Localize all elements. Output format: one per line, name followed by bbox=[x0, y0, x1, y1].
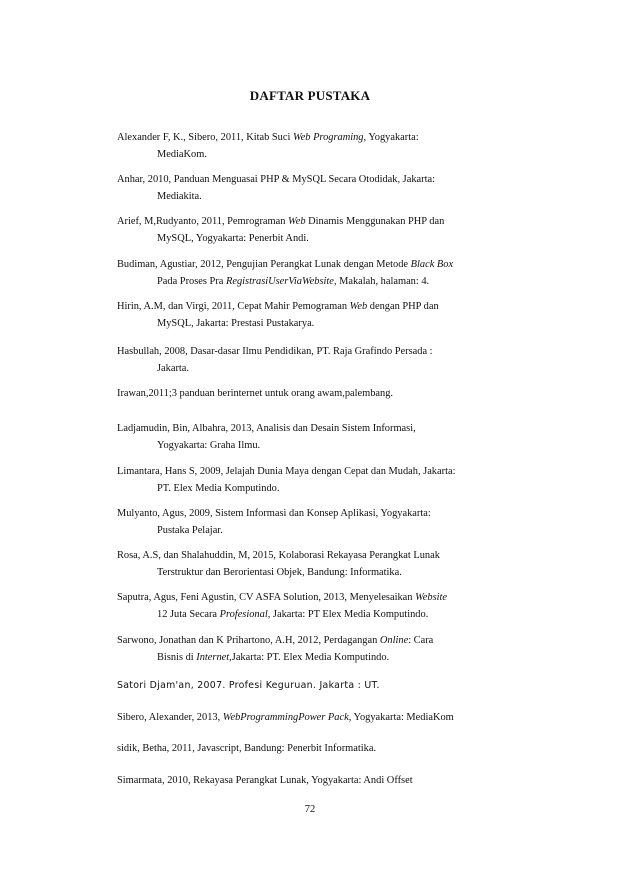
reference-text: MySQL, Jakarta: Prestasi Pustakarya. bbox=[157, 317, 315, 329]
reference-text: 12 Juta Secara bbox=[157, 608, 220, 620]
reference-line bbox=[117, 678, 537, 695]
reference-text: Satori Djam'an, 2007. Profesi Keguruan. Jakarta : UT. bbox=[117, 680, 380, 691]
reference-entry bbox=[117, 506, 537, 539]
reference-continuation-line bbox=[117, 231, 537, 248]
reference-italic-text: Internet bbox=[196, 651, 230, 663]
reference-text: Terstruktur dan Berorientasi Objek, Bandung: Informatika. bbox=[157, 566, 402, 578]
reference-text: Pustaka Pelajar. bbox=[157, 524, 223, 536]
reference-continuation-line bbox=[117, 523, 537, 540]
reference-text: Hasbullah, 2008, Dasar-dasar Ilmu Pendidikan, PT. Raja Grafindo Persada : bbox=[117, 346, 433, 357]
reference-text: ,Jakarta: PT. Elex Media Komputindo. bbox=[229, 651, 390, 663]
reference-line bbox=[117, 464, 537, 481]
reference-italic-text: Online bbox=[379, 635, 409, 646]
reference-line bbox=[117, 172, 537, 189]
reference-text: Sibero, Alexander, 2013, bbox=[117, 712, 223, 723]
reference-continuation-line bbox=[117, 607, 537, 624]
reference-line bbox=[117, 633, 537, 650]
reference-text: Saputra, Agus, Feni Agustin, CV ASFA Solution, 2013, Menyelesaikan bbox=[117, 592, 416, 603]
reference-continuation-line bbox=[117, 650, 537, 667]
reference-entry bbox=[117, 464, 537, 497]
reference-text: , Makalah, halaman: 4. bbox=[333, 275, 430, 287]
reference-text: Mediakita. bbox=[157, 190, 202, 202]
reference-continuation-line bbox=[117, 438, 537, 455]
reference-italic-text: Black Box bbox=[410, 259, 454, 270]
reference-entry bbox=[117, 773, 537, 790]
reference-text: Budiman, Agustiar, 2012, Pengujian Perangkat Lunak dengan Metode bbox=[117, 259, 411, 270]
reference-line bbox=[117, 773, 537, 790]
reference-text: Ladjamudin, Bin, Albahra, 2013, Analisis dan Desain Sistem Informasi, bbox=[117, 423, 416, 434]
reference-line bbox=[117, 506, 537, 523]
reference-entry bbox=[117, 257, 537, 290]
reference-text: Rosa, A.S, dan Shalahuddin, M, 2015, Kolaborasi Rekayasa Perangkat Lunak bbox=[117, 550, 440, 561]
reference-continuation-line bbox=[117, 189, 537, 206]
reference-entry bbox=[117, 421, 537, 454]
reference-text: Dinamis Menggunakan PHP dan bbox=[305, 216, 445, 227]
reference-line bbox=[117, 299, 537, 316]
reference-italic-text: WebProgrammingPower Pack bbox=[222, 712, 349, 723]
reference-line bbox=[117, 590, 537, 607]
reference-italic-text: Web bbox=[349, 301, 368, 312]
reference-italic-text: Web bbox=[288, 216, 306, 227]
reference-entry bbox=[117, 633, 537, 666]
reference-line bbox=[117, 130, 537, 147]
reference-entry bbox=[117, 130, 537, 163]
reference-text: Limantara, Hans S, 2009, Jelajah Dunia Maya dengan Cepat dan Mudah, Jakarta: bbox=[117, 466, 456, 477]
reference-text: PT. Elex Media Komputindo. bbox=[157, 482, 280, 494]
reference-text: dengan PHP dan bbox=[367, 301, 439, 312]
reference-text: : Cara bbox=[408, 635, 434, 646]
reference-entry bbox=[117, 590, 537, 623]
reference-text: Hirin, A.M, dan Virgi, 2011, Cepat Mahir Pemograman bbox=[117, 301, 350, 312]
reference-text: , Yogyakarta: MediaKom bbox=[348, 712, 454, 723]
reference-text: sidik, Betha, 2011, Javascript, Bandung: Penerbit Informatika. bbox=[117, 743, 377, 754]
reference-text: Jakarta. bbox=[157, 362, 190, 374]
reference-italic-text: Website bbox=[415, 592, 448, 603]
page-title: DAFTAR PUSTAKA bbox=[249, 88, 371, 103]
reference-text: Bisnis di bbox=[157, 651, 197, 663]
reference-italic-text: Profesional bbox=[219, 608, 268, 620]
reference-line bbox=[117, 421, 537, 438]
reference-entry bbox=[117, 172, 537, 205]
reference-text: MySQL, Yogyakarta: Penerbit Andi. bbox=[157, 232, 309, 244]
reference-entry bbox=[117, 548, 537, 581]
reference-continuation-line bbox=[117, 481, 537, 498]
reference-line bbox=[117, 257, 537, 274]
reference-italic-text: RegistrasiUserViaWebsite bbox=[225, 275, 334, 287]
reference-text: Irawan,2011;3 panduan berinternet untuk orang awam,palembang. bbox=[117, 388, 394, 399]
reference-entry bbox=[117, 299, 537, 332]
reference-text: MediaKom. bbox=[157, 148, 207, 160]
reference-text: Arief, M,Rudyanto, 2011, Pemrograman bbox=[117, 216, 289, 227]
reference-text: , Jakarta: PT Elex Media Komputindo. bbox=[267, 608, 429, 620]
reference-entry bbox=[117, 710, 537, 727]
reference-text: Simarmata, 2010, Rekayasa Perangkat Lunak, Yogyakarta: Andi Offset bbox=[117, 775, 413, 786]
reference-continuation-line bbox=[117, 147, 537, 164]
reference-line bbox=[117, 548, 537, 565]
reference-text: , Yogyakarta: bbox=[363, 132, 419, 143]
reference-entry bbox=[117, 741, 537, 758]
reference-continuation-line bbox=[117, 316, 537, 333]
reference-entry bbox=[117, 344, 537, 377]
reference-text: Mulyanto, Agus, 2009, Sistem Informasi dan Konsep Aplikasi, Yogyakarta: bbox=[117, 508, 431, 519]
reference-continuation-line bbox=[117, 565, 537, 582]
reference-line bbox=[117, 710, 537, 727]
reference-continuation-line bbox=[117, 274, 537, 291]
reference-entry bbox=[117, 678, 537, 695]
page-number: 72 bbox=[304, 804, 316, 815]
reference-text: Alexander F, K., Sibero, 2011, Kitab Suci bbox=[117, 132, 293, 143]
reference-text: Anhar, 2010, Panduan Menguasai PHP & MySQL Secara Otodidak, Jakarta: bbox=[117, 174, 435, 185]
reference-text: Yogyakarta: Graha Ilmu. bbox=[157, 439, 261, 451]
reference-line bbox=[117, 344, 537, 361]
reference-line bbox=[117, 741, 537, 758]
reference-entry bbox=[117, 386, 537, 403]
reference-italic-text: Web Programing bbox=[292, 132, 364, 143]
reference-entry bbox=[117, 214, 537, 247]
reference-continuation-line bbox=[117, 361, 537, 378]
reference-text: Sarwono, Jonathan dan K Prihartono, A.H, 2012, Perdagangan bbox=[117, 635, 380, 646]
reference-line bbox=[117, 214, 537, 231]
reference-line bbox=[117, 386, 537, 403]
reference-text: Pada Proses Pra bbox=[157, 275, 226, 287]
